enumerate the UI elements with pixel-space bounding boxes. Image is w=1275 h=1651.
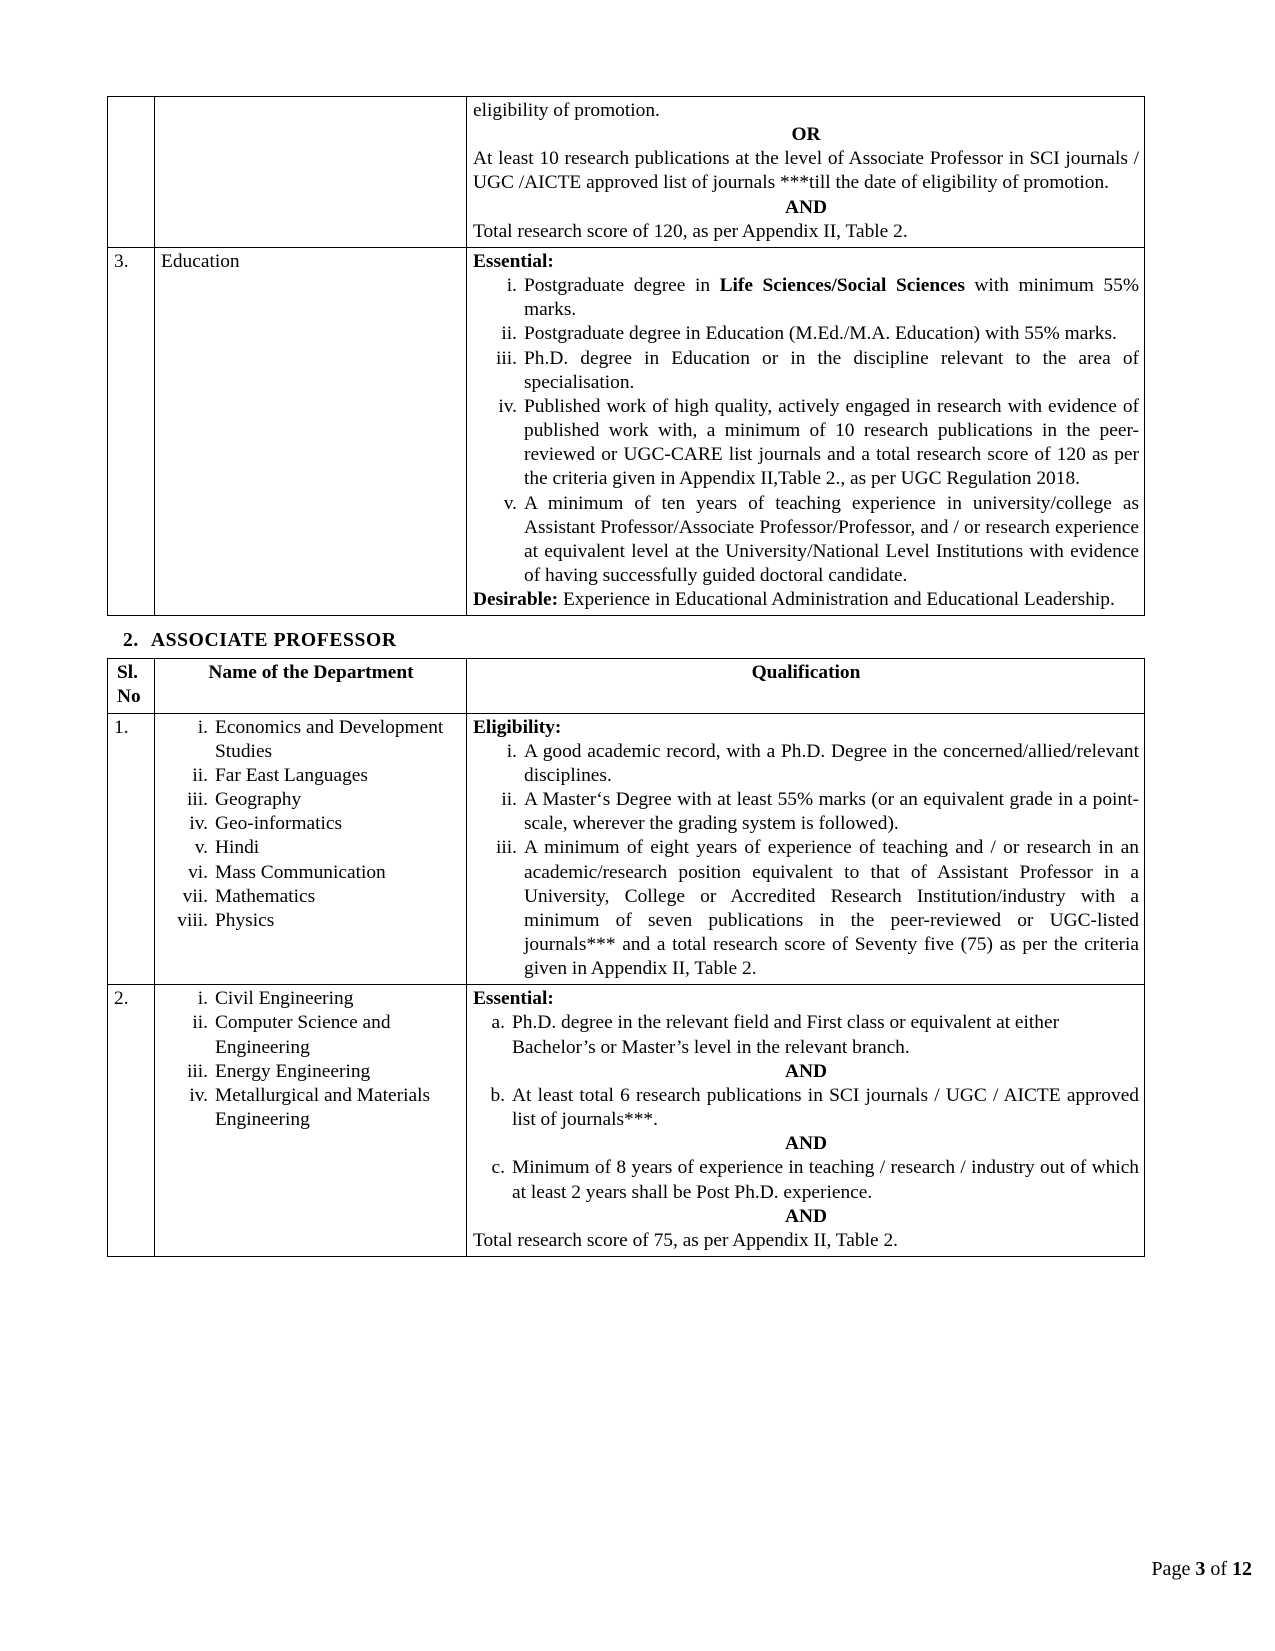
list-marker: i. — [506, 740, 517, 762]
cell-department-ap-1 — [155, 713, 467, 985]
footer-page-number: 3 — [1195, 1558, 1206, 1580]
and-label-4: AND — [784, 1205, 827, 1227]
and-label-1: AND — [784, 196, 827, 218]
list-marker: iv. — [498, 395, 517, 417]
department-name: Hindi — [215, 837, 260, 859]
list-marker: v. — [503, 492, 517, 514]
list-item — [481, 1011, 1139, 1059]
footer-total-pages: 12 — [1232, 1558, 1252, 1580]
list-text-post: with minimum 55% marks. — [524, 275, 1139, 321]
table-row — [108, 247, 1145, 615]
list-marker: iv. — [189, 813, 208, 835]
list-text-pre: Postgraduate degree in — [524, 275, 720, 297]
list-item — [481, 322, 1139, 346]
qualification-line-2: At least 10 research publications at the level of Associate Professor in SCI journals / UGC /AICTE approved list of journals ***till the date of eligibility of promotion. — [473, 148, 1139, 194]
list-item — [163, 716, 461, 764]
list-item — [163, 987, 461, 1011]
cell-department-3: Education — [155, 247, 467, 615]
cell-sl-3: 3. — [108, 247, 155, 615]
table-header-row — [108, 659, 1145, 713]
cell-department-ap-2 — [155, 985, 467, 1257]
list-marker: vii. — [182, 885, 208, 907]
list-item — [481, 836, 1139, 981]
department-name: Physics — [215, 909, 275, 931]
list-item — [163, 1060, 461, 1084]
eligibility-list — [481, 740, 1139, 982]
cell-sl-ap-2: 2. — [108, 985, 155, 1257]
department-name: Geo-informatics — [215, 813, 343, 835]
list-item — [481, 492, 1139, 589]
list-marker: iii. — [186, 1060, 208, 1082]
list-item — [163, 788, 461, 812]
department-name: Mathematics — [215, 885, 316, 907]
essential-list-b — [481, 1084, 1139, 1132]
list-marker: i. — [506, 275, 517, 297]
desirable-paragraph — [473, 588, 1139, 612]
cell-qualification-ap-2 — [467, 985, 1145, 1257]
qualification-line-3: Total research score of 120, as per Appendix II, Table 2. — [473, 220, 908, 242]
list-item — [481, 347, 1139, 395]
list-item — [481, 274, 1139, 322]
list-marker: iii. — [186, 789, 208, 811]
cell-department-continued — [155, 97, 467, 248]
list-marker: ii. — [501, 789, 517, 811]
list-marker: a. — [491, 1012, 505, 1034]
list-text: Ph.D. degree in the relevant field and First class or equivalent at either Bachelor’s or Master’s level in the relevant branch. — [512, 1012, 1060, 1058]
list-marker: ii. — [192, 1012, 208, 1034]
list-marker: iii. — [495, 347, 517, 369]
closing-text: Total research score of 75, as per Appendix II, Table 2. — [473, 1229, 898, 1251]
list-marker: iv. — [189, 1084, 208, 1106]
list-marker: c. — [491, 1157, 505, 1179]
list-item — [163, 1011, 461, 1059]
department-name: Civil Engineering — [215, 988, 354, 1010]
department-name: Computer Science and Engineering — [215, 1012, 391, 1058]
desirable-text: Experience in Educational Administration and Educational Leadership. — [558, 589, 1115, 611]
page-footer — [107, 1558, 1252, 1581]
desirable-label: Desirable: — [473, 589, 559, 611]
list-item — [163, 861, 461, 885]
list-item — [163, 885, 461, 909]
essential-list-c — [481, 1156, 1139, 1204]
list-item — [481, 1156, 1139, 1204]
list-text: At least total 6 research publications in SCI journals / UGC / AICTE approved list of journals***. — [512, 1084, 1139, 1131]
list-item — [481, 1084, 1139, 1132]
list-marker: ii. — [501, 323, 517, 345]
list-text — [524, 274, 1139, 322]
list-marker: vi. — [188, 861, 208, 883]
department-name: Energy Engineering — [215, 1060, 371, 1082]
list-item — [481, 788, 1139, 836]
department-name: Economics and Development Studies — [215, 716, 444, 762]
cell-sl-ap-1: 1. — [108, 713, 155, 985]
list-text: A minimum of ten years of teaching experience in university/college as Assistant Professor/Associate Professor/Professor, and / or research experience at equivalent level at the University/National Level Institutions with evidence of having successfully guided doctoral candidate. — [524, 492, 1139, 586]
list-marker: b. — [490, 1084, 505, 1106]
department-list — [163, 716, 461, 933]
cell-qualification-ap-1 — [467, 713, 1145, 985]
department-name: Geography — [215, 789, 302, 811]
list-item — [163, 1084, 461, 1132]
table-row — [108, 985, 1145, 1257]
list-text: Postgraduate degree in Education (M.Ed./M.A. Education) with 55% marks. — [524, 323, 1117, 345]
column-header-sl — [108, 659, 155, 713]
list-item — [163, 909, 461, 933]
qualification-line-1: eligibility of promotion. — [473, 100, 660, 121]
list-text: Published work of high quality, actively engaged in research with evidence of published work with, a minimum of 10 research publications in the peer-reviewed or UGC-CARE list journals and a total research score of 120 as per the criteria given in Appendix II,Table 2., as per UGC Regulation 2018. — [524, 395, 1139, 490]
essential-label: Essential: — [473, 988, 554, 1010]
list-marker: ii. — [192, 764, 208, 786]
list-item — [163, 764, 461, 788]
essential-list — [481, 274, 1139, 588]
list-item — [481, 395, 1139, 492]
list-text: Minimum of 8 years of experience in teaching / research / industry out of which at least 2 years shall be Post Ph.D. experience. — [512, 1157, 1139, 1203]
section-number: 2. — [123, 630, 139, 652]
list-marker: iii. — [495, 837, 517, 859]
cell-qualification-continued — [467, 97, 1145, 248]
table-row — [108, 97, 1145, 248]
column-header-qualification: Qualification — [467, 659, 1145, 713]
cell-sl-continued — [108, 97, 155, 248]
list-marker: i. — [197, 988, 208, 1010]
essential-list — [481, 1011, 1139, 1059]
page-content — [107, 96, 1252, 1580]
essential-label: Essential: — [473, 250, 554, 272]
list-item — [163, 836, 461, 860]
table-row — [108, 713, 1145, 985]
professor-table-continued — [107, 96, 1145, 616]
list-marker: v. — [194, 837, 208, 859]
department-list — [163, 987, 461, 1132]
list-marker: viii. — [177, 909, 208, 931]
or-label-1: OR — [791, 124, 821, 146]
list-marker: i. — [197, 716, 208, 738]
and-label-3: AND — [784, 1133, 827, 1155]
list-item — [481, 740, 1139, 788]
section-title: ASSOCIATE PROFESSOR — [150, 630, 397, 652]
list-text: A Master‘s Degree with at least 55% marks (or an equivalent grade in a point-scale, wherever the grading system is followed). — [524, 789, 1139, 835]
eligibility-label: Eligibility: — [473, 716, 562, 738]
and-label-2: AND — [784, 1060, 827, 1082]
list-text: A good academic record, with a Ph.D. Degree in the concerned/allied/relevant disciplines. — [524, 740, 1139, 786]
column-header-sl-line2: No — [117, 686, 141, 708]
column-header-sl-line1: Sl. — [117, 662, 139, 684]
list-item — [163, 812, 461, 836]
footer-of-word: of — [1210, 1558, 1227, 1580]
list-text: Ph.D. degree in Education or in the discipline relevant to the area of specialisation. — [524, 347, 1139, 393]
list-text-bold: Life Sciences/Social Sciences — [719, 275, 965, 297]
department-name: Metallurgical and Materials Engineering — [215, 1084, 431, 1131]
associate-professor-table — [107, 658, 1145, 1257]
column-header-department: Name of the Department — [155, 659, 467, 713]
department-name: Mass Communication — [215, 861, 386, 883]
cell-qualification-3 — [467, 247, 1145, 615]
list-text: A minimum of eight years of experience of teaching and / or research in an academic/research position equivalent to that of Assistant Professor in a University, College or Accredited Research Institution/industry with a minimum of seven publications in the peer-reviewed or UGC-listed journals*** and a total research score of Seventy five (75) as per the criteria given in Appendix II, Table 2. — [524, 837, 1139, 980]
section-heading-associate-professor — [123, 630, 1144, 652]
footer-page-word: Page — [1151, 1558, 1191, 1580]
department-name: Far East Languages — [215, 764, 368, 786]
